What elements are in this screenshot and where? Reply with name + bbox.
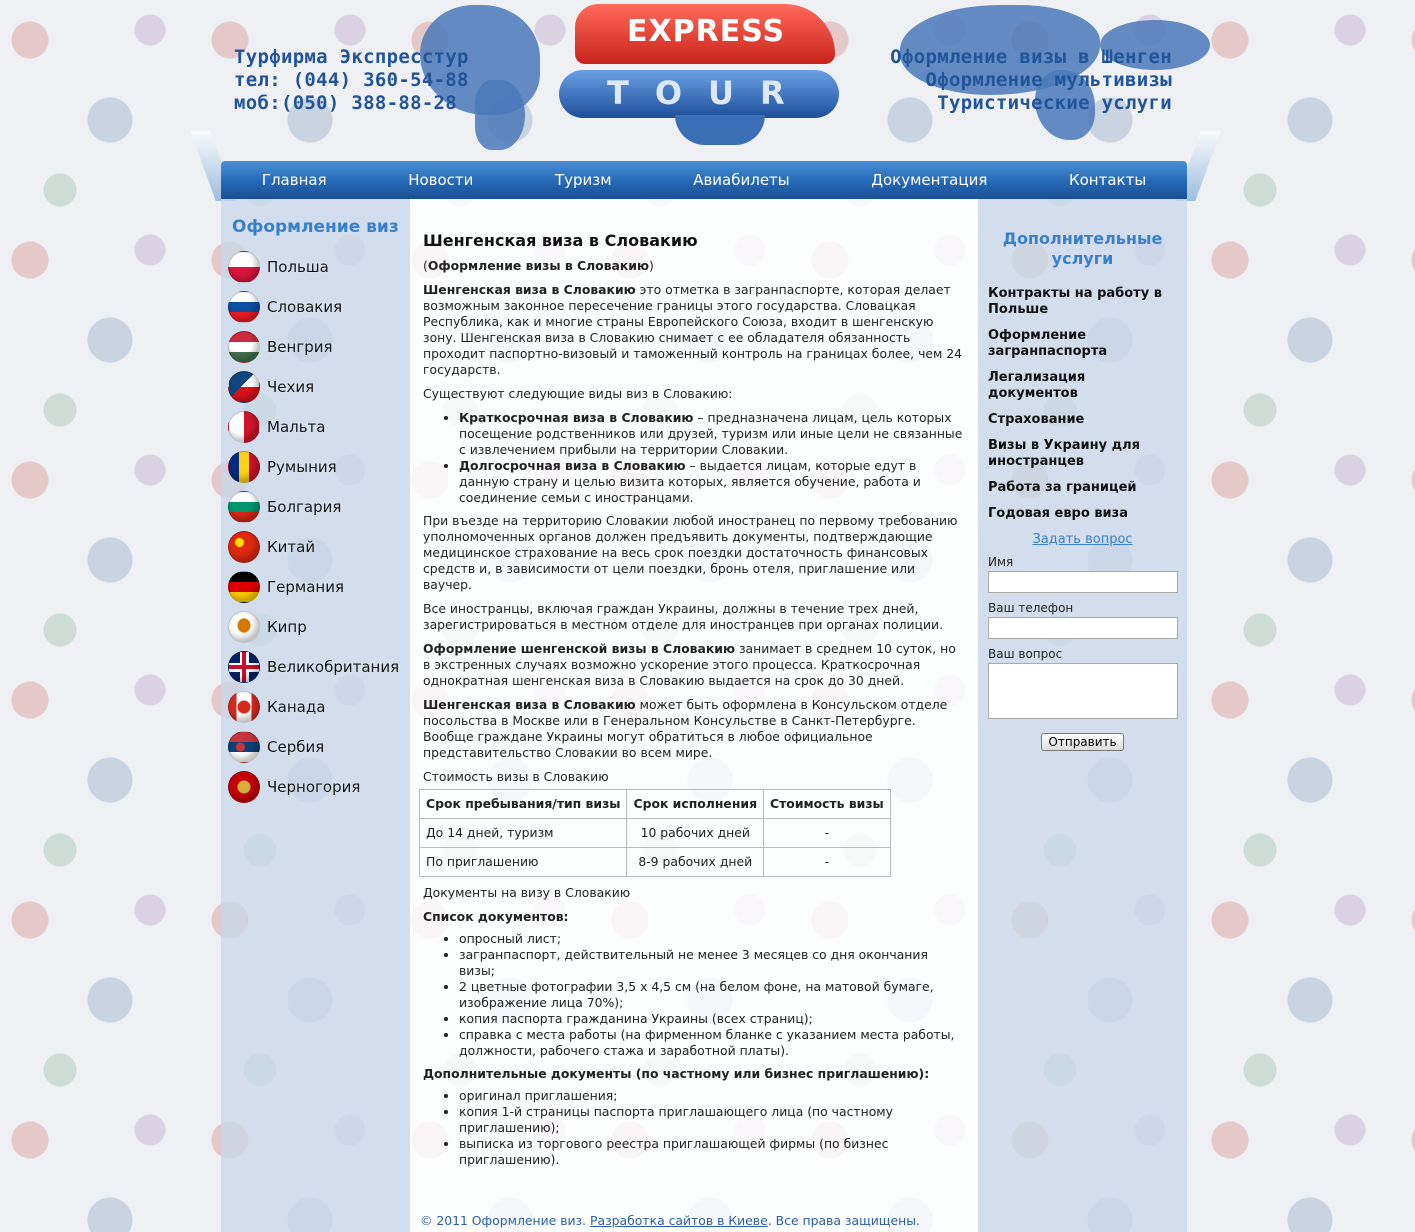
footer (420, 1213, 920, 1228)
main-content (410, 199, 978, 1232)
world-map-left-decoration (475, 80, 525, 150)
table-row (420, 819, 891, 848)
country-list (221, 247, 410, 807)
sidebar-item-label: Мальта (267, 418, 326, 436)
table-row (420, 848, 891, 877)
list-item: • копия паспорта гражданина Украины (всех страниц); (459, 1011, 966, 1027)
flag-slovakia-icon (228, 291, 260, 323)
list-item: • выписка из торгового реестра приглашающей фирмы (по бизнес приглашению). (459, 1136, 966, 1168)
list-item: • оригинал приглашения; (459, 1088, 966, 1104)
header-services (890, 46, 1172, 115)
nav-tourism[interactable]: Туризм (555, 171, 612, 189)
visa-types-intro: Существуют следующие виды виз в Словакию: (423, 386, 733, 401)
main-nav (221, 161, 1187, 199)
flag-germany-icon (228, 571, 260, 603)
extra-docs-list (423, 1088, 966, 1168)
registration-paragraph: Все иностранцы, включая граждан Украины, должны в течение трех дней, зарегистрироваться в местном отделе для иностранцев при органах полиции. (423, 601, 944, 632)
extra-docs-title: Дополнительные документы (по частному или бизнес приглашению): (423, 1066, 930, 1081)
service-link-annual-visa[interactable]: Годовая евро виза (988, 506, 1128, 521)
table-header-row (420, 790, 891, 819)
table-cell: 10 рабочих дней (627, 819, 764, 848)
flag-china-icon (228, 531, 260, 563)
sidebar-item-label: Сербия (267, 738, 325, 756)
sidebar-item-czech[interactable] (221, 367, 410, 407)
docs-list (423, 931, 966, 1059)
list-item: • 2 цветные фотографии 3,5 х 4,5 см (на белом фоне, на матовой бумаге, изображение лица 70%); (459, 979, 966, 1011)
nav-home[interactable]: Главная (261, 171, 327, 189)
sidebar-item-label: Германия (267, 578, 344, 596)
service-link-work-contracts[interactable]: Контракты на работу в Польше (988, 286, 1162, 317)
question-textarea[interactable] (988, 663, 1178, 719)
list-item: • Краткосрочная виза в Словакию – предназначена лицам, цель которых посещение родственников или друзей, туризм или иные цели не связанные с извлечением прибыли на территории Словакии. (459, 410, 966, 458)
sidebar-item-label: Чехия (267, 378, 315, 396)
service-link-insurance[interactable]: Страхование (988, 412, 1085, 427)
airplane-icon (675, 115, 765, 145)
list-item: • копия 1-й страницы паспорта приглашающего лица (по частному приглашению); (459, 1104, 966, 1136)
intro-paragraph: Шенгенская виза в Словакию это отметка в загранпаспорте, которая делает возможным законное пересечение границы этого государства. Словацкая Республика, как и многие страны Европейского Союза, входит в шенгенскую зону. Шенгенская виза в Словакию снимает с ее обладателя обязанность проходит паспортно-визовый и таможенный контроль на границах более, чем 24 государств. (423, 282, 963, 377)
sidebar-item-canada[interactable] (221, 687, 410, 727)
flag-canada-icon (228, 691, 260, 723)
nav-documentation[interactable]: Документация (871, 171, 988, 189)
sidebar-item-poland[interactable] (221, 247, 410, 287)
sidebar-item-romania[interactable] (221, 447, 410, 487)
price-caption: Стоимость визы в Словакию (423, 769, 609, 784)
service-link-passport[interactable]: Оформление загранпаспорта (988, 328, 1108, 359)
flag-hungary-icon (228, 331, 260, 363)
flag-uk-icon (228, 651, 260, 683)
list-item: • опросный лист; (459, 931, 966, 947)
right-sidebar (978, 199, 1187, 1232)
consulate-paragraph: Шенгенская виза в Словакию может быть оформлена в Консульском отделе посольства в Москве или в Генеральном Консульстве в Санкт-Петербурге. Вообще граждане Украины могут обратиться в любое официальное представительство Словакии во всем мире. (423, 697, 948, 760)
sidebar-item-china[interactable] (221, 527, 410, 567)
ask-question-link[interactable]: Задать вопрос (1032, 532, 1133, 547)
phone-input[interactable] (988, 617, 1178, 639)
sidebar-item-slovakia[interactable] (221, 287, 410, 327)
table-cell: 8-9 рабочих дней (627, 848, 764, 877)
price-table (419, 789, 891, 877)
footer-rights: . Все права защищены. (767, 1213, 920, 1228)
visa-types-list (423, 410, 966, 506)
sidebar-item-label: Черногория (267, 778, 361, 796)
table-header: Стоимость визы (764, 790, 891, 819)
company-mobile: моб:(050) 388-88-28 (234, 92, 458, 114)
docs-list-title: Список документов: (423, 909, 569, 924)
footer-dev-link[interactable]: Разработка сайтов в Киеве (590, 1213, 768, 1228)
processing-paragraph: Оформление шенгенской визы в Словакию занимает в среднем 10 суток, но в экстренных случаях возможно ускорение этого процесса. Краткосрочная однократная шенгенская виза в Словакию выдается на срок до 30 дней. (423, 641, 956, 688)
docs-caption: Документы на визу в Словакию (423, 885, 631, 900)
table-cell: До 14 дней, туризм (420, 819, 627, 848)
footer-copyright: © 2011 Оформление виз. (420, 1213, 591, 1228)
express-tour-logo[interactable] (555, 0, 855, 155)
service-link-work-abroad[interactable]: Работа за границей (988, 480, 1137, 495)
sidebar-title: Оформление виз (232, 217, 399, 237)
phone-label: Ваш телефон (988, 601, 1074, 615)
sidebar-item-cyprus[interactable] (221, 607, 410, 647)
service-link-legalization[interactable]: Легализация документов (988, 370, 1086, 401)
page-title: Шенгенская виза в Словакию (423, 231, 698, 250)
question-label: Ваш вопрос (988, 647, 1063, 661)
table-cell: По приглашению (420, 848, 627, 877)
sidebar-item-germany[interactable] (221, 567, 410, 607)
left-sidebar (221, 199, 410, 1232)
table-cell: - (764, 819, 891, 848)
sidebar-item-uk[interactable] (221, 647, 410, 687)
table-cell: - (764, 848, 891, 877)
sidebar-item-label: Польша (267, 258, 329, 276)
sidebar-item-label: Канада (267, 698, 326, 716)
flag-cyprus-icon (228, 611, 260, 643)
sidebar-item-hungary[interactable] (221, 327, 410, 367)
sidebar-item-montenegro[interactable] (221, 767, 410, 807)
table-header: Срок исполнения (627, 790, 764, 819)
company-phone: тел: (044) 360-54-88 (234, 69, 469, 91)
list-item: • загранпаспорт, действительный не менее 3 месяцев со дня окончания визы; (459, 947, 966, 979)
flag-czech-icon (228, 371, 260, 403)
header-service-line: Туристические услуги (937, 92, 1172, 114)
sidebar-item-label: Венгрия (267, 338, 333, 356)
sidebar-item-label: Кипр (267, 618, 307, 636)
entry-paragraph: При въезде на территорию Словакии любой иностранец по первому требованию уполномоченных органов должен предъявить документы, подтверждающие медицинское страхование на весь срок поездки достаточность финансовых средств и, в зависимости от цели поездки, бронь отеля, приглашение или ваучер. (423, 513, 958, 592)
sidebar-item-label: Великобритания (267, 658, 400, 676)
nav-air-tickets[interactable]: Авиабилеты (693, 171, 790, 189)
flag-montenegro-icon (228, 771, 260, 803)
sidebar-item-serbia[interactable] (221, 727, 410, 767)
send-button[interactable]: Отправить (1041, 733, 1123, 751)
list-item: • Долгосрочная виза в Словакию – выдается лицам, которые едут в данную страну и целью визита которых, является обучение, работа и соединение семьи с иностранцами. (459, 458, 966, 506)
nav-contacts[interactable]: Контакты (1068, 171, 1147, 189)
page-subtitle: (Оформление визы в Словакию) (423, 258, 654, 273)
sidebar-item-malta[interactable] (221, 407, 410, 447)
logo-tour-text: TOUR (607, 74, 811, 112)
company-name: Турфирма Экспресстур (234, 46, 469, 68)
flag-bulgaria-icon (228, 491, 260, 523)
sidebar-item-label: Румыния (267, 458, 337, 476)
name-input[interactable] (988, 571, 1178, 593)
nav-news[interactable]: Новости (408, 171, 474, 189)
flag-poland-icon (228, 251, 260, 283)
header-service-line: Оформление мультивизы (925, 69, 1172, 91)
right-sidebar-title: Дополнительные услуги (1002, 229, 1163, 268)
sidebar-item-label: Китай (267, 538, 316, 556)
logo-express-text: EXPRESS (627, 14, 786, 49)
flag-serbia-icon (228, 731, 260, 763)
company-contacts (234, 46, 469, 115)
sidebar-item-label: Болгария (267, 498, 342, 516)
flag-romania-icon (228, 451, 260, 483)
header-service-line: Оформление визы в Шенген (890, 46, 1172, 68)
service-link-ukraine-visa[interactable]: Визы в Украину для иностранцев (988, 438, 1140, 469)
table-header: Срок пребывания/тип визы (420, 790, 627, 819)
list-item: • справка с места работы (на фирменном бланке с указанием места работы, должности, рабочего стажа и заработной платы). (459, 1027, 966, 1059)
flag-malta-icon (228, 411, 260, 443)
sidebar-item-bulgaria[interactable] (221, 487, 410, 527)
name-label: Имя (988, 555, 1014, 569)
sidebar-item-label: Словакия (267, 298, 343, 316)
